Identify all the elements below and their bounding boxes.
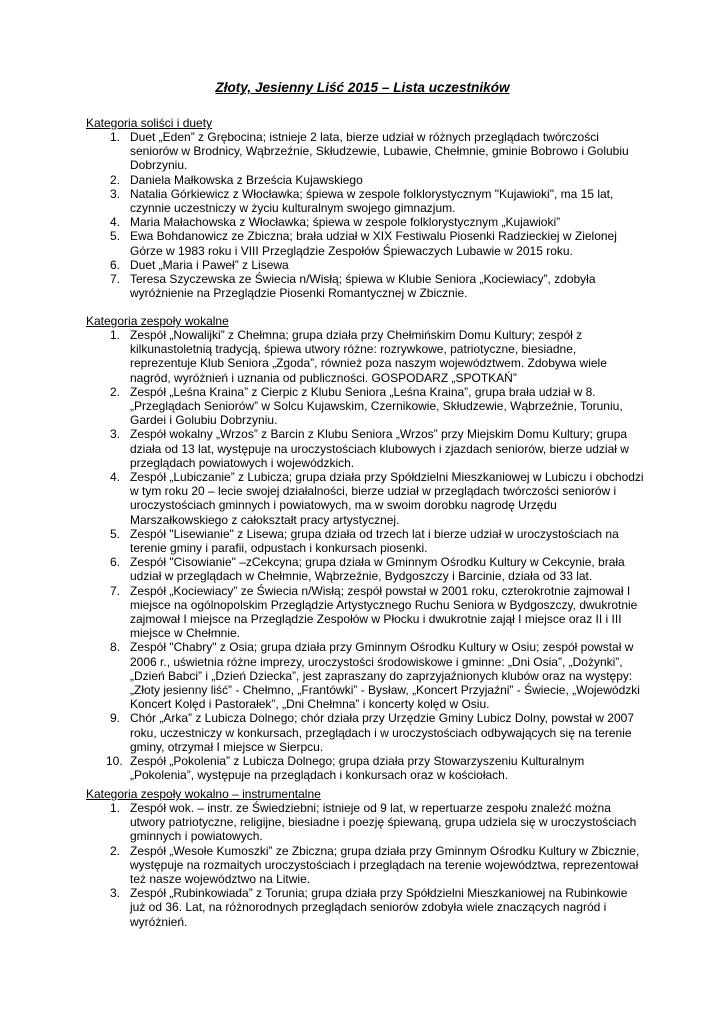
list-item (86, 844, 646, 887)
list-item (86, 801, 646, 844)
item-number: 9. (110, 711, 121, 726)
section-heading: Kategoria soliści i duety (86, 116, 213, 130)
item-text: Zespół "Cisowianie" –zCekcyna; grupa działa w Gminnym Ośrodku Kultury w Cekcynie, brała udział w przeglądach w Chełmnie, Wąbrzeźnie, Bydgoszczy i Barcinie, działa od 33 lat. (130, 555, 625, 584)
item-text: Zespół "Chabry" z Osia; grupa działa przy Gminnym Ośrodku Kultury w Osiu; zespół powstał w 2006 r., uświetnia różne imprezy, uroczystości środowiskowe i gminne: „Dni Osia”, „Dożynki”, „Dzień Babci” i „Dzień Dziecka”, jest zapraszany do zaprzyjaźnionych klubów oraz na występy: „Złoty jesienny liść” - Chełmno, „Frantówki” - Bysław, „Koncert Przyjaźni” - Świecie, „Wojewódzki Koncert Kolęd i Pastorałek”, „Dni Chełmna” i koncerty kolęd w Osiu. (130, 640, 640, 712)
item-text: Duet „Eden” z Grębocina; istnieje 2 lata, bierze udział w różnych przeglądach twórczości seniorów w Brodnicy, Wąbrzeźnie, Skłudzewie, Lubawie, Chełmnie, gminie Bobrowo i Golubiu Dobrzyniu. (130, 130, 629, 173)
document-title: Złoty, Jesienny Liść 2015 – Lista uczestników (215, 80, 510, 95)
item-number: 5. (110, 229, 121, 244)
list-item (86, 711, 646, 754)
list-item (86, 886, 646, 929)
section-heading: Kategoria zespoły wokalno – instrumentalne (86, 787, 321, 801)
item-text: Zespół „Kociewiacy” ze Świecia n/Wisłą; zespół powstał w 2001 roku, czterokrotnie zajmował I miejsce na ogólnopolskim Przeglądzie Artystycznego Ruchu Seniora w Bydgoszczy, dwukrotnie zajmował I miejsce na Przeglądzie Zespołów w Płocku i dwukrotnie zajął I miejsce oraz II i III miejsce w Chełmnie. (130, 583, 638, 641)
item-text: Zespół „Wesołe Kumoszki” ze Zbiczna; grupa działa przy Gminnym Ośrodku Kultury w Zbicznie, występuje na rozmaitych uroczystościach i przeglądach na terenie województwa, reprezentował też nasze województwo na Litwie. (130, 843, 640, 887)
participant-list (86, 801, 646, 929)
item-number: 3. (110, 886, 121, 901)
item-number: 3. (110, 186, 121, 201)
list-item (86, 640, 646, 711)
item-text: Zespół „Leśna Kraina” z Cierpic z Klubu Seniora „Leśna Kraina”, grupa brała udział w 8. „Przeglądach Seniorów” w Solcu Kujawskim, Czernikowie, Skłudzewie, Wąbrzeźnie, Toruniu, Gardei i Golubiu Dobrzyniu. (130, 384, 623, 428)
item-text: Zespół wok. – instr. ze Świedziebni; istnieje od 9 lat, w repertuarze zespołu znaleźć można utwory patriotyczne, religijne, biesiadne i poezję śpiewaną, grupa udziela się w uroczystościach gminnych i powiatowych. (130, 801, 637, 844)
participant-list (86, 328, 646, 783)
item-number: 2. (110, 172, 121, 187)
item-text: Zespół „Pokolenia” z Lubicza Dolnego; grupa działa przy Stowarzyszeniu Kulturalnym „Pokolenia”, występuje na przeglądach i konkursach oraz w kościołach. (130, 754, 585, 783)
participant-list (86, 130, 646, 300)
item-number: 5. (110, 526, 121, 541)
list-item (86, 229, 646, 257)
item-number: 2. (110, 384, 121, 399)
item-number: 4. (110, 470, 121, 485)
item-text: Teresa Szyczewska ze Świecia n/Wisłą; śpiewa w Klubie Seniora „Kociewiacy”, zdobyła wyróżnienie na Przeglądzie Piosenki Romantycznej w Zbicznie. (130, 272, 596, 301)
item-number: 4. (110, 215, 121, 230)
item-number: 3. (110, 427, 121, 442)
item-text: Ewa Bohdanowicz ze Zbiczna; brała udział w XIX Festiwalu Piosenki Radzieckiej w Zielonej Górze w 1983 roku i VIII Przeglądzie Zespołów Śpiewaczych Lubawie w 2015 roku. (130, 229, 617, 258)
list-item (86, 584, 646, 641)
section-vocal-instrumental-groups (86, 787, 646, 929)
item-text: Zespół „Lubiczanie” z Lubicza; grupa działa przy Spółdzielni Mieszkaniowej w Lubiczu i obchodzi w tym roku 20 – lecie swojej działalności, bierze udział w przeglądach twórczości seniorów i uroczystościach gminnych i powiatowych, ma w swoim dorobku nagrodę Urzędu Marszałkowskiego z całokształt pracy artystycznej. (130, 470, 644, 527)
list-item (86, 427, 646, 470)
item-text: Daniela Małkowska z Brześcia Kujawskiego (130, 172, 363, 187)
section-solo-duets (86, 116, 646, 300)
item-text: Natalia Górkiewicz z Włocławka; śpiewa w zespole folklorystycznym "Kujawioki", ma 15 lat, czynnie uczestniczy w życiu kulturalnym swojego gimnazjum. (130, 186, 614, 216)
item-number: 1. (110, 130, 121, 144)
list-item (86, 173, 646, 187)
item-text: Zespół wokalny „Wrzos” z Barcin z Klubu Seniora „Wrzos” przy Miejskim Domu Kultury; grupa działa od 13 lat, występuje na uroczystościach klubowych i zjazdach seniorów, bierze udział w przeglądach powiatowych i wojewódzkich. (130, 427, 629, 470)
list-item (86, 385, 646, 428)
section-vocal-groups (86, 314, 646, 783)
list-item (86, 328, 646, 385)
item-number: 10. (106, 754, 123, 769)
item-number: 6. (110, 257, 121, 272)
item-text: Maria Małachowska z Włocławka; śpiewa w zespole folklorystycznym „Kujawioki” (130, 215, 561, 230)
item-text: Zespół „Nowalijki” z Chełmna; grupa działa przy Chełmińskim Domu Kultury; zespół z kilkunastoletnią tradycją, śpiewa utwory różne: rozrywkowe, patriotyczne, biesiadne, reprezentuje Klub Seniora „Zgoda”, również poza naszym województwem. Zdobywa wiele nagród, wyróżnień i uznania od publiczności. GOSPODARZ „SPOTKAŃ” (130, 328, 607, 385)
list-item (86, 527, 646, 555)
list-item (86, 130, 646, 173)
item-text: Duet „Maria i Paweł” z Lisewa (130, 257, 289, 272)
item-number: 1. (110, 328, 121, 342)
list-item (86, 258, 646, 272)
list-item (86, 215, 646, 229)
item-number: 7. (110, 272, 121, 287)
item-number: 8. (110, 640, 121, 655)
item-number: 6. (110, 555, 121, 570)
item-number: 1. (110, 801, 121, 815)
list-item (86, 272, 646, 300)
item-text: Zespół "Lisewianie" z Lisewa; grupa działa od trzech lat i bierze udział w uroczystościach na terenie gminy i parafii, odpustach i konkursach piosenki. (130, 526, 619, 556)
list-item (86, 555, 646, 583)
section-heading: Kategoria zespoły wokalne (86, 314, 229, 328)
item-text: Chór „Arka” z Lubicza Dolnego; chór działa przy Urzędzie Gminy Lubicz Dolny, powstał w 2007 roku, uczestniczy w konkursach, przeglądach i w uroczystościach odbywających się na terenie gminy, otrzymał I miejsce w Sierpcu. (130, 711, 634, 754)
item-number: 2. (110, 843, 121, 858)
list-item (86, 470, 646, 527)
item-text: Zespół „Rubinkowiada” z Torunia; grupa działa przy Spółdzielni Mieszkaniowej na Rubinkowie już od 36. Lat, na różnorodnych przeglądach seniorów zdobyła wiele znaczących nagród i wyróżnień. (130, 886, 628, 929)
item-number: 7. (110, 583, 121, 598)
list-item (86, 754, 646, 782)
list-item (86, 187, 646, 215)
